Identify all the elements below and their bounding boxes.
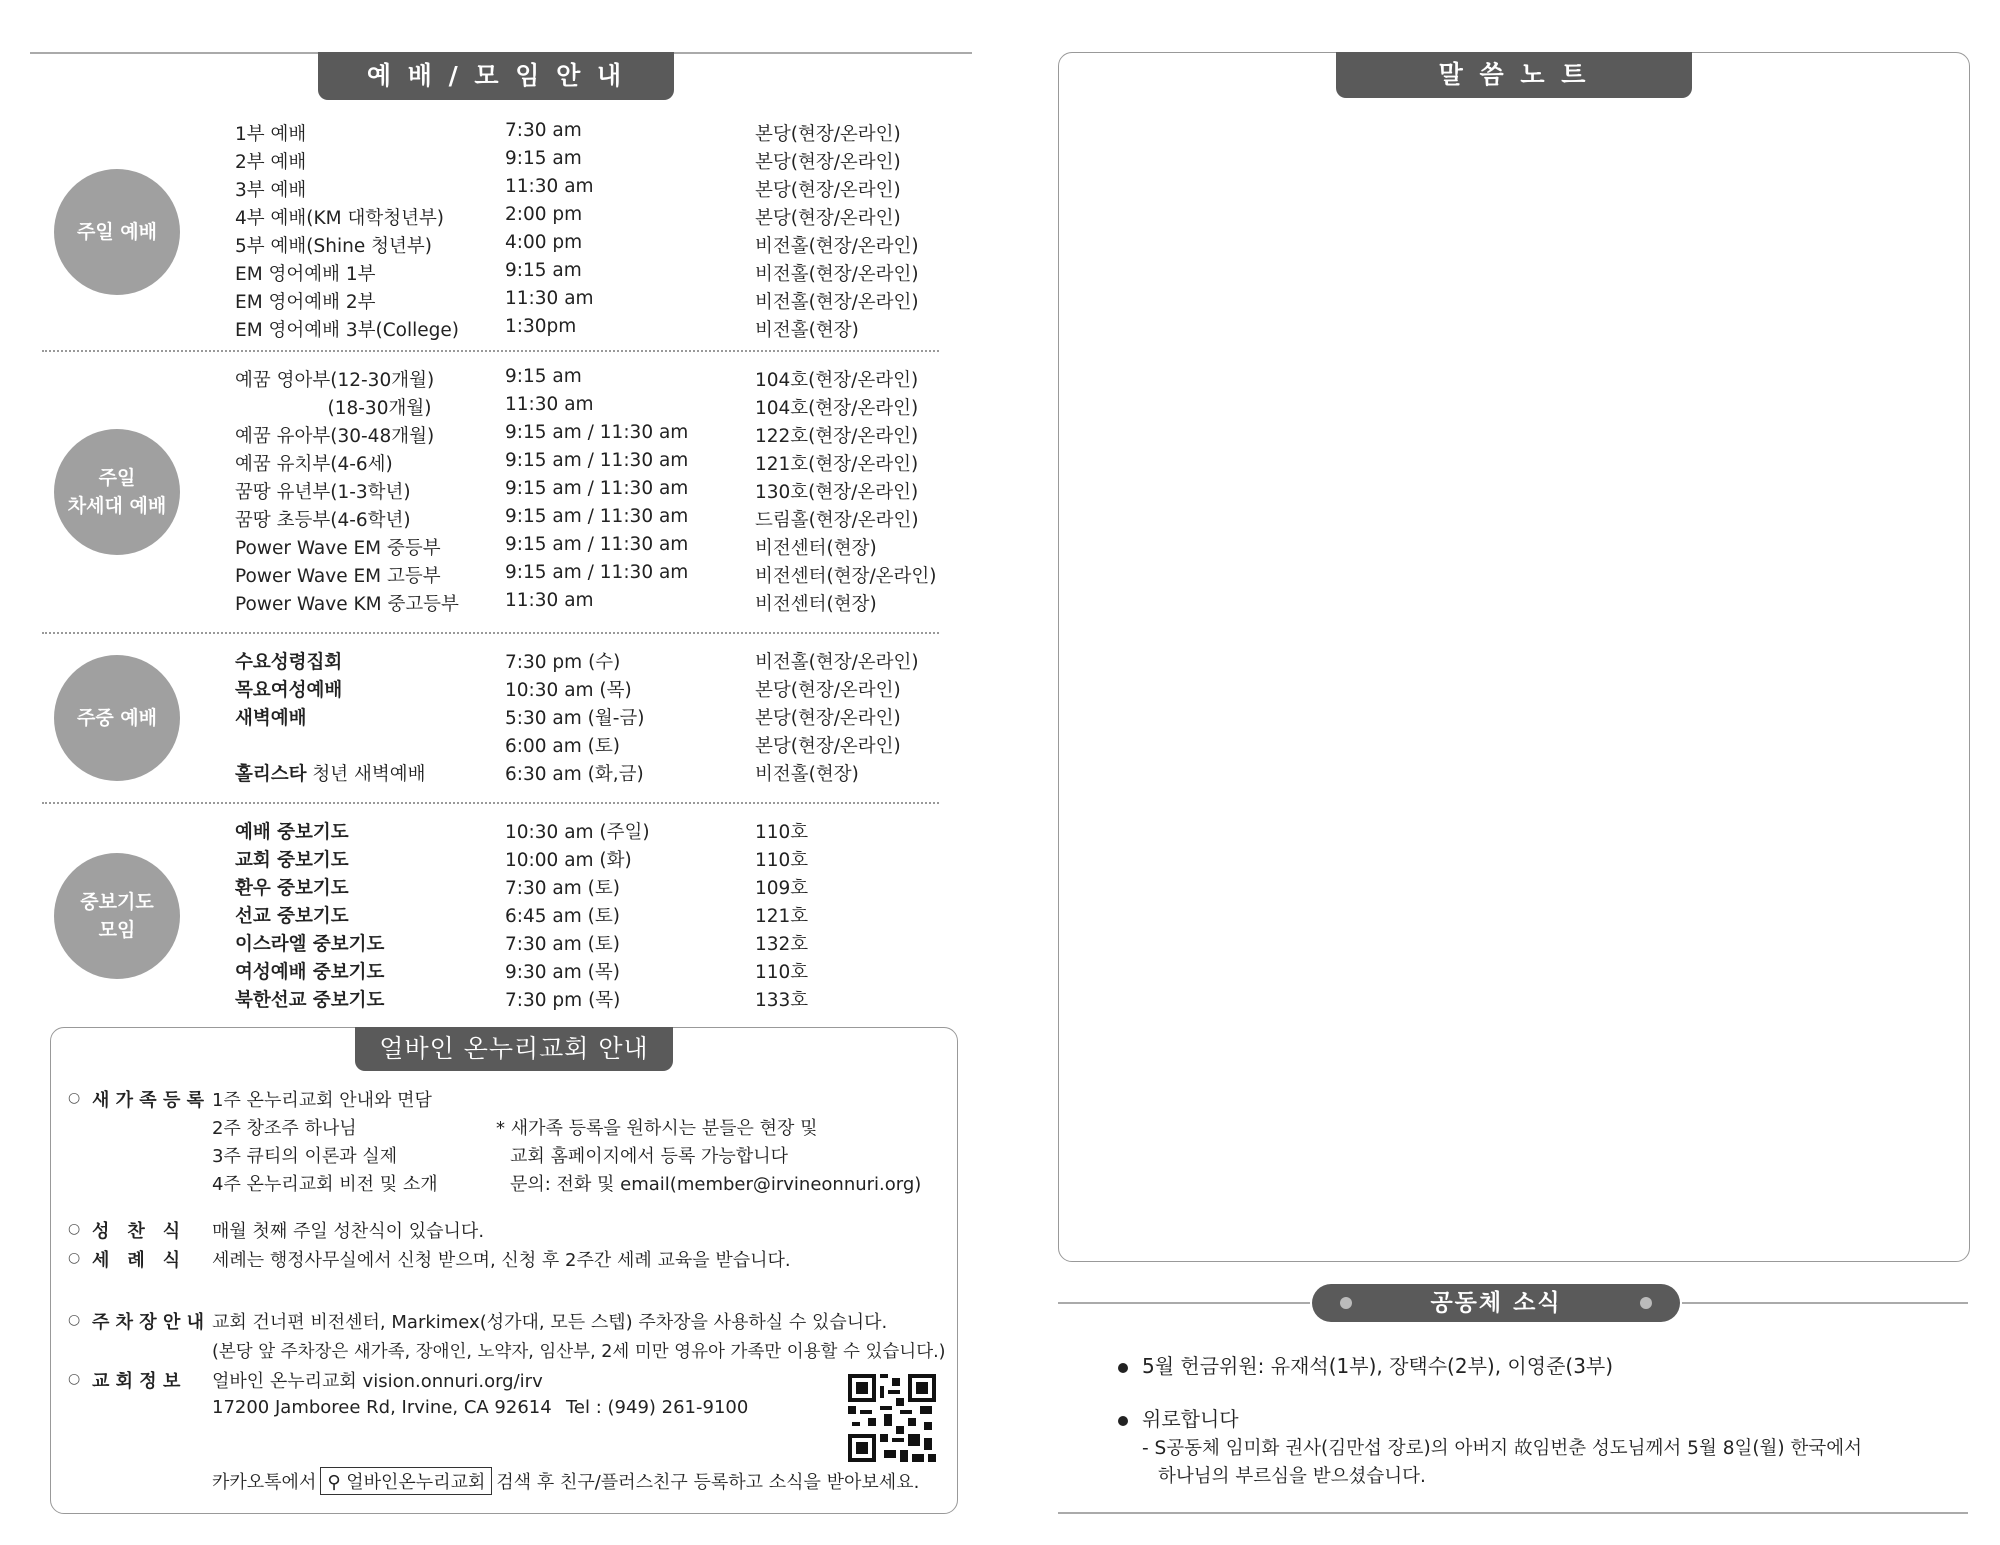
sermon-notes-box bbox=[1058, 52, 1970, 1262]
schedule-name-bold: 홀리스타 bbox=[235, 764, 307, 785]
schedule-place: 133호 bbox=[755, 990, 809, 1011]
schedule-name: 예꿈 유치부(4-6세) bbox=[235, 454, 393, 475]
kakao-search-box[interactable] bbox=[320, 1467, 492, 1495]
new-family-step-3: 3주 큐티의 이론과 실제 bbox=[212, 1146, 398, 1167]
communion-text: 매월 첫째 주일 성찬식이 있습니다. bbox=[212, 1221, 485, 1242]
schedule-row bbox=[0, 120, 960, 148]
schedule-place: 110호 bbox=[755, 962, 809, 983]
schedule-name: 교회 중보기도 bbox=[235, 850, 349, 871]
bullet-dot-icon bbox=[1118, 1416, 1128, 1426]
schedule-row bbox=[0, 204, 960, 232]
schedule-place: 104호(현장/온라인) bbox=[755, 370, 919, 391]
bullet-dot-icon bbox=[1118, 1363, 1128, 1373]
schedule-time: 11:30 am bbox=[505, 176, 594, 197]
worship-schedule-title: 예 배 / 모 임 안 내 bbox=[318, 52, 674, 100]
schedule-row bbox=[0, 534, 960, 562]
schedule-row bbox=[0, 818, 960, 846]
schedule-row bbox=[0, 846, 960, 874]
schedule-name: 예배 중보기도 bbox=[235, 822, 349, 843]
schedule-place: 본당(현장/온라인) bbox=[755, 124, 901, 145]
schedule-name: 2부 예배 bbox=[235, 152, 307, 173]
kakao-prefix: 카카오톡에서 bbox=[212, 1472, 317, 1493]
bullet-icon: ○ bbox=[68, 1250, 81, 1266]
schedule-name: 목요여성예배 bbox=[235, 680, 343, 701]
schedule-time: 9:15 am / 11:30 am bbox=[505, 534, 689, 555]
schedule-name: Power Wave EM 중등부 bbox=[235, 538, 441, 559]
church-info-label: 교 회 정 보 bbox=[92, 1371, 181, 1392]
schedule-name: 북한선교 중보기도 bbox=[235, 990, 385, 1011]
new-family-step-1: 1주 온누리교회 안내와 면담 bbox=[212, 1090, 432, 1111]
new-family-step-4: 4주 온누리교회 비전 및 소개 bbox=[212, 1174, 438, 1195]
new-family-label: 새 가 족 등 록 bbox=[92, 1090, 205, 1111]
schedule-name: 새벽예배 bbox=[235, 708, 307, 729]
schedule-row bbox=[0, 506, 960, 534]
schedule-row bbox=[0, 450, 960, 478]
schedule-name: 수요성령집회 bbox=[235, 652, 343, 673]
schedule-time: 6:00 am (토) bbox=[505, 736, 620, 757]
bullet-icon: ○ bbox=[68, 1090, 81, 1106]
dotted-separator bbox=[42, 350, 939, 352]
schedule-time: 11:30 am bbox=[505, 590, 594, 611]
schedule-name: EM 영어예배 2부 bbox=[235, 292, 376, 313]
schedule-time: 9:15 am bbox=[505, 148, 582, 169]
schedule-place: 본당(현장/온라인) bbox=[755, 180, 901, 201]
schedule-name: 꿈땅 유년부(1-3학년) bbox=[235, 482, 411, 503]
bullet-icon: ○ bbox=[68, 1221, 81, 1237]
schedule-place: 비전홀(현장) bbox=[755, 320, 859, 341]
schedule-place: 비전홀(현장/온라인) bbox=[755, 236, 919, 257]
schedule-row bbox=[0, 676, 960, 704]
schedule-time: 7:30 am (토) bbox=[505, 934, 620, 955]
news-item-1 bbox=[1118, 1350, 1613, 1379]
schedule-row bbox=[0, 478, 960, 506]
schedule-row bbox=[0, 288, 960, 316]
search-icon: ⚲ bbox=[327, 1472, 341, 1493]
baptism-label: 세 례 식 bbox=[92, 1250, 181, 1271]
section-label-line: 주중 예배 bbox=[76, 707, 158, 729]
bullet-icon: ○ bbox=[68, 1312, 81, 1328]
new-family-note-2: 교회 홈페이지에서 등록 가능합니다 bbox=[510, 1146, 788, 1167]
schedule-name: Power Wave KM 중고등부 bbox=[235, 594, 459, 615]
schedule-row bbox=[0, 760, 960, 788]
kakao-line bbox=[212, 1467, 919, 1495]
schedule-row bbox=[0, 562, 960, 590]
schedule-time: 10:30 am (목) bbox=[505, 680, 632, 701]
schedule-name: EM 영어예배 1부 bbox=[235, 264, 376, 285]
schedule-name: 선교 중보기도 bbox=[235, 906, 349, 927]
schedule-time: 11:30 am bbox=[505, 394, 594, 415]
schedule-place: 비전홀(현장/온라인) bbox=[755, 652, 919, 673]
schedule-row bbox=[0, 394, 960, 422]
schedule-row bbox=[0, 590, 960, 618]
schedule-name: (18-30개월) bbox=[235, 398, 432, 419]
new-family-step-2: 2주 창조주 하나님 bbox=[212, 1118, 357, 1139]
schedule-time: 1:30pm bbox=[505, 316, 577, 337]
schedule-row bbox=[0, 930, 960, 958]
news-title: 공동체 소식 bbox=[1430, 1290, 1562, 1316]
schedule-name: EM 영어예배 3부(College) bbox=[235, 320, 459, 341]
schedule-name: 5부 예배(Shine 청년부) bbox=[235, 236, 432, 257]
dotted-separator bbox=[42, 802, 939, 804]
schedule-place: 본당(현장/온라인) bbox=[755, 680, 901, 701]
bottom-rule-right bbox=[1058, 1512, 1968, 1514]
schedule-name: 1부 예배 bbox=[235, 124, 307, 145]
schedule-place: 비전홀(현장) bbox=[755, 764, 859, 785]
schedule-place: 본당(현장/온라인) bbox=[755, 152, 901, 173]
schedule-place: 110호 bbox=[755, 850, 809, 871]
schedule-place: 본당(현장/온라인) bbox=[755, 208, 901, 229]
schedule-place: 122호(현장/온라인) bbox=[755, 426, 919, 447]
schedule-time: 9:15 am bbox=[505, 260, 582, 281]
schedule-row bbox=[0, 232, 960, 260]
schedule-name: 4부 예배(KM 대학청년부) bbox=[235, 208, 445, 229]
schedule-row bbox=[0, 176, 960, 204]
schedule-time: 10:00 am (화) bbox=[505, 850, 632, 871]
schedule-row bbox=[0, 732, 960, 760]
schedule-row bbox=[0, 958, 960, 986]
schedule-row bbox=[0, 704, 960, 732]
schedule-time: 2:00 pm bbox=[505, 204, 583, 225]
schedule-place: 121호 bbox=[755, 906, 809, 927]
schedule-name: 이스라엘 중보기도 bbox=[235, 934, 385, 955]
schedule-place: 비전센터(현장/온라인) bbox=[755, 566, 937, 587]
church-info-text: 얼바인 온누리교회 vision.onnuri.org/irv bbox=[212, 1371, 543, 1392]
schedule-place: 본당(현장/온라인) bbox=[755, 708, 901, 729]
schedule-time: 6:45 am (토) bbox=[505, 906, 620, 927]
baptism-text: 세례는 행정사무실에서 신청 받으며, 신청 후 2주간 세례 교육을 받습니다. bbox=[212, 1250, 791, 1271]
schedule-time: 9:30 am (목) bbox=[505, 962, 620, 983]
schedule-place: 비전센터(현장) bbox=[755, 594, 877, 615]
schedule-row bbox=[0, 648, 960, 676]
news-rule-right bbox=[1682, 1302, 1968, 1304]
schedule-place: 비전홀(현장/온라인) bbox=[755, 292, 919, 313]
bullet-icon: ○ bbox=[68, 1371, 81, 1387]
communion-label: 성 찬 식 bbox=[92, 1221, 181, 1242]
new-family-note-3: 문의: 전화 및 email(member@irvineonnuri.org) bbox=[510, 1174, 922, 1195]
schedule-time: 9:15 am / 11:30 am bbox=[505, 506, 689, 527]
schedule-place: 109호 bbox=[755, 878, 809, 899]
parking-text: 교회 건너편 비전센터, Markimex(성가대, 모든 스텝) 주차장을 사용하실 수 있습니다. bbox=[212, 1312, 888, 1333]
schedule-place: 121호(현장/온라인) bbox=[755, 454, 919, 475]
schedule-time: 7:30 am (토) bbox=[505, 878, 620, 899]
dotted-separator bbox=[42, 632, 939, 634]
schedule-name: 꿈땅 초등부(4-6학년) bbox=[235, 510, 411, 531]
schedule-row bbox=[0, 316, 960, 344]
kakao-search-text: 얼바인온누리교회 bbox=[346, 1472, 486, 1493]
schedule-row bbox=[0, 148, 960, 176]
schedule-time: 6:30 am (화,금) bbox=[505, 764, 644, 785]
schedule-place: 110호 bbox=[755, 822, 809, 843]
schedule-row bbox=[0, 874, 960, 902]
news-rule-left bbox=[1058, 1302, 1310, 1304]
schedule-name: 여성예배 중보기도 bbox=[235, 962, 385, 983]
schedule-place: 비전홀(현장/온라인) bbox=[755, 264, 919, 285]
schedule-place: 본당(현장/온라인) bbox=[755, 736, 901, 757]
new-family-note-1: * 새가족 등록을 원하시는 분들은 현장 및 bbox=[496, 1118, 818, 1139]
section-label-line: 차세대 예배 bbox=[67, 495, 167, 517]
circle-icon bbox=[1640, 1297, 1652, 1309]
schedule-time: 9:15 am / 11:30 am bbox=[505, 562, 689, 583]
section-label-line: 주일 bbox=[98, 467, 136, 489]
news-item-2-text: 위로합니다 bbox=[1142, 1407, 1239, 1431]
schedule-place: 비전센터(현장) bbox=[755, 538, 877, 559]
schedule-row bbox=[0, 366, 960, 394]
schedule-time: 7:30 pm (목) bbox=[505, 990, 621, 1011]
schedule-row bbox=[0, 422, 960, 450]
schedule-row bbox=[0, 902, 960, 930]
section-label-line: 주일 예배 bbox=[76, 221, 158, 243]
schedule-name: 3부 예배 bbox=[235, 180, 307, 201]
schedule-time: 7:30 am bbox=[505, 120, 582, 141]
church-info-title: 얼바인 온누리교회 안내 bbox=[355, 1027, 673, 1071]
schedule-row bbox=[0, 260, 960, 288]
schedule-time: 5:30 am (월-금) bbox=[505, 708, 645, 729]
parking-label: 주 차 장 안 내 bbox=[92, 1312, 205, 1333]
section-label-line: 모임 bbox=[98, 919, 136, 941]
schedule-name: Power Wave EM 고등부 bbox=[235, 566, 441, 587]
schedule-time: 10:30 am (주일) bbox=[505, 822, 650, 843]
news-item-2-detail-1: - S공동체 임미화 권사(김만섭 장로)의 아버지 故임번춘 성도님께서 5월 8일(월) 한국에서 bbox=[1142, 1438, 1863, 1459]
schedule-place: 130호(현장/온라인) bbox=[755, 482, 919, 503]
schedule-name: 환우 중보기도 bbox=[235, 878, 349, 899]
schedule-time: 9:15 am / 11:30 am bbox=[505, 450, 689, 471]
church-tel: Tel : (949) 261-9100 bbox=[566, 1397, 749, 1418]
schedule-time: 7:30 pm (수) bbox=[505, 652, 621, 673]
schedule-row bbox=[0, 986, 960, 1014]
section-label-line: 중보기도 bbox=[80, 891, 154, 913]
schedule-name-suffix: 청년 새벽예배 bbox=[306, 764, 426, 785]
schedule-name: 예꿈 영아부(12-30개월) bbox=[235, 370, 435, 391]
schedule-time: 11:30 am bbox=[505, 288, 594, 309]
schedule-place: 드림홀(현장/온라인) bbox=[755, 510, 919, 531]
news-title-pill bbox=[1312, 1284, 1680, 1322]
schedule-place: 132호 bbox=[755, 934, 809, 955]
sermon-notes-title: 말 씀 노 트 bbox=[1336, 52, 1692, 98]
news-item-2 bbox=[1118, 1403, 1239, 1432]
schedule-name bbox=[235, 760, 425, 786]
schedule-time: 9:15 am bbox=[505, 366, 582, 387]
schedule-time: 4:00 pm bbox=[505, 232, 583, 253]
church-address: 17200 Jamboree Rd, Irvine, CA 92614 bbox=[212, 1397, 552, 1418]
qr-code-icon[interactable] bbox=[848, 1374, 936, 1462]
schedule-time: 9:15 am / 11:30 am bbox=[505, 478, 689, 499]
parking-text-2: (본당 앞 주차장은 새가족, 장애인, 노약자, 임산부, 2세 미만 영유아 가족만 이용할 수 있습니다.) bbox=[212, 1342, 946, 1362]
schedule-time: 9:15 am / 11:30 am bbox=[505, 422, 689, 443]
schedule-name: 예꿈 유아부(30-48개월) bbox=[235, 426, 435, 447]
schedule-place: 104호(현장/온라인) bbox=[755, 398, 919, 419]
news-item-1-text: 5월 헌금위원: 유재석(1부), 장택수(2부), 이영준(3부) bbox=[1142, 1354, 1614, 1378]
kakao-suffix: 검색 후 친구/플러스친구 등록하고 소식을 받아보세요. bbox=[496, 1472, 920, 1493]
news-item-2-detail-2: 하나님의 부르심을 받으셨습니다. bbox=[1158, 1466, 1426, 1487]
